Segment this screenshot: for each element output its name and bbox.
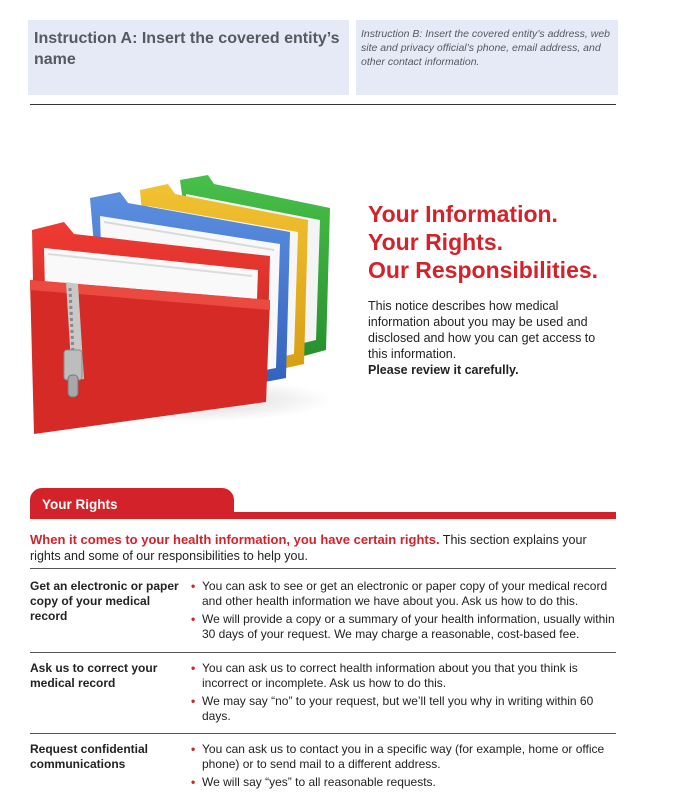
row-divider <box>30 652 616 653</box>
instruction-b-box <box>356 20 618 95</box>
list-item: • We will say “yes” to all reasonable requests. <box>190 775 618 790</box>
section-bar <box>30 512 616 519</box>
row-divider <box>30 568 616 569</box>
description-text: This notice describes how medical information about you may be used and disclosed and how you can get access to this information. <box>368 299 596 361</box>
right-label-correct-record: Ask us to correct your medical record <box>30 661 158 690</box>
intro-rest: This section explains your rights and some of our responsibilities to help you. <box>30 533 587 563</box>
row-divider <box>30 733 616 734</box>
review-emphasis: Please review it carefully. <box>368 363 519 377</box>
instruction-b-text: Instruction B: Insert the covered entity’s address, web site and privacy official’s phone, email address, and other contact information. <box>361 28 611 68</box>
section-tab-label: Your Rights <box>42 497 118 512</box>
right-label-confidential-communications: Request confidential communications <box>30 742 149 771</box>
list-item: • You can ask to see or get an electronic or paper copy of your medical record and other health information we have about you. Ask us how to do this. <box>190 579 618 609</box>
instruction-a-text: Instruction A: Insert the covered entity’s name <box>34 30 340 68</box>
page-title <box>368 200 668 284</box>
right-bullets-copy-record <box>190 579 618 645</box>
instruction-a-box <box>28 20 349 95</box>
title-line-2: Your Rights. <box>368 229 504 255</box>
list-item: • We may say “no” to your request, but we’ll tell you why in writing within 60 days. <box>190 694 618 724</box>
intro-lead: When it comes to your health information, you have certain rights. <box>30 532 440 547</box>
title-line-3: Our Responsibilities. <box>368 257 599 283</box>
list-item: • You can ask us to contact you in a specific way (for example, home or office phone) or to send mail to a different address. <box>190 742 618 772</box>
right-bullets-correct-record <box>190 661 618 727</box>
right-bullets-confidential-communications <box>190 742 618 792</box>
header-divider <box>30 104 616 105</box>
list-item: • You can ask us to correct health information about you that you think is incorrect or incomplete. Ask us how to do this. <box>190 661 618 691</box>
list-item: • We will provide a copy or a summary of your health information, usually within 30 days of your request. We may charge a reasonable, cost-based fee. <box>190 612 618 642</box>
notice-description <box>368 298 608 378</box>
file-folders-icon <box>8 150 338 435</box>
title-line-1: Your Information. <box>368 201 558 227</box>
section-intro <box>30 532 616 564</box>
right-label-copy-record: Get an electronic or paper copy of your medical record <box>30 579 179 623</box>
